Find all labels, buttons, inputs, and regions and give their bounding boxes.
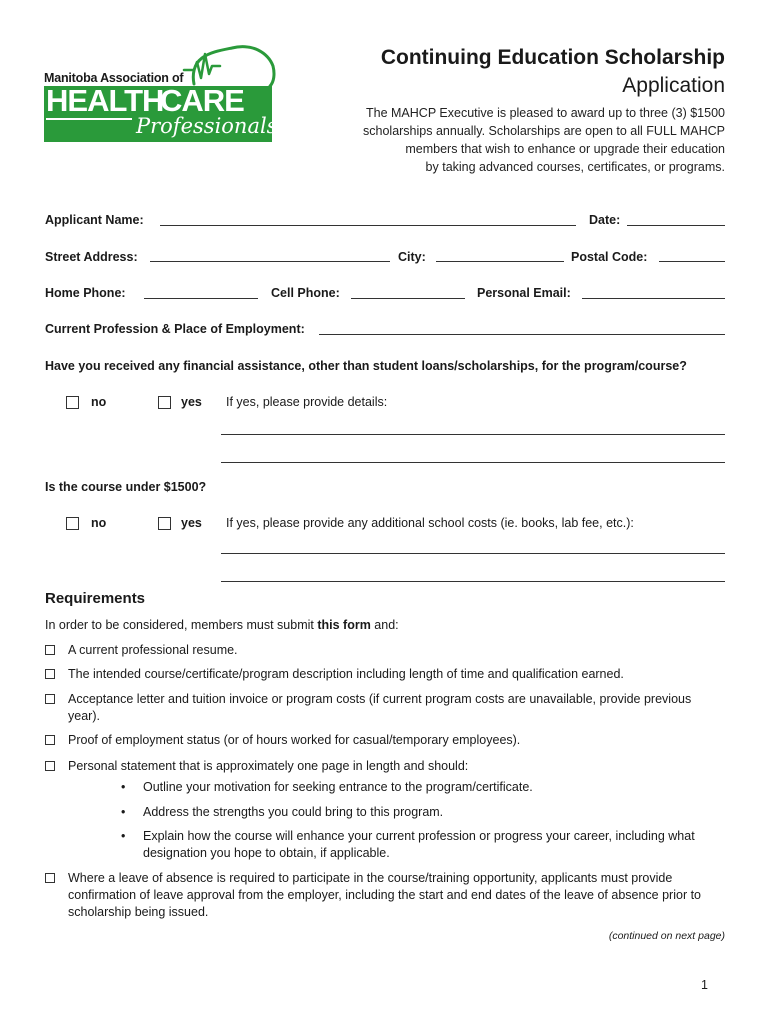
intro-line: scholarships annually. Scholarships are open to all FULL MAHCP (363, 124, 725, 138)
applicant-name-label: Applicant Name: (45, 213, 144, 227)
q2-yes-label: yes (181, 516, 202, 530)
home-phone-field[interactable] (144, 298, 258, 299)
postal-code-label: Postal Code: (571, 250, 648, 264)
sub-requirement-item (121, 779, 723, 796)
q2-yes-checkbox[interactable] (158, 517, 171, 530)
sub-requirement-text: Outline your motivation for seeking entrance to the program/certificate. (143, 780, 533, 794)
requirement-text: Where a leave of absence is required to participate in the course/training opportunity, applicants must provide confirmation of leave approval from the employer, including the start and end dates of the leave of absence prior to scholarship being issued. (68, 871, 702, 919)
logo-care-text: CARE (160, 83, 244, 118)
requirement-text: The intended course/certificate/program description including length of time and qualification earned. (68, 667, 624, 681)
postal-code-field[interactable] (659, 261, 725, 262)
requirement-item (45, 666, 708, 683)
requirement-checkbox[interactable] (45, 669, 55, 679)
requirements-intro-bold: this form (317, 618, 371, 632)
requirement-item (45, 642, 708, 659)
bullet-icon: • (121, 780, 126, 794)
requirement-item (45, 691, 708, 725)
personal-email-label: Personal Email: (477, 286, 571, 300)
applicant-name-field[interactable] (160, 225, 576, 226)
cell-phone-label: Cell Phone: (271, 286, 340, 300)
sub-requirement-item (121, 804, 723, 821)
intro-line: by taking advanced courses, certificates, or programs. (425, 160, 725, 174)
q1-no-label: no (91, 395, 107, 409)
sub-requirement-text: Explain how the course will enhance your current profession or progress your career, including what designation you hope to obtain, if applicable. (143, 829, 695, 860)
street-address-label: Street Address: (45, 250, 138, 264)
q1-details-line-1[interactable] (221, 434, 725, 435)
home-phone-label: Home Phone: (45, 286, 126, 300)
profession-field[interactable] (319, 334, 725, 335)
requirement-text: Acceptance letter and tuition invoice or program costs (if current program costs are unavailable, provide previous year). (68, 692, 692, 723)
logo-professionals-text: Professionals (136, 114, 278, 138)
form-subtitle: Application (622, 74, 725, 97)
requirement-checkbox[interactable] (45, 873, 55, 883)
date-label: Date: (589, 213, 621, 227)
requirement-checkbox[interactable] (45, 761, 55, 771)
page-number: 1 (701, 978, 708, 992)
q2-details-label: If yes, please provide any additional school costs (ie. books, lab fee, etc.): (226, 516, 634, 530)
requirements-intro-suffix: and: (370, 618, 399, 632)
date-field[interactable] (627, 225, 725, 226)
requirement-checkbox[interactable] (45, 694, 55, 704)
q1-details-line-2[interactable] (221, 462, 725, 463)
q2-no-checkbox[interactable] (66, 517, 79, 530)
financial-assistance-question: Have you received any financial assistance, other than student loans/scholarships, for the program/course? (45, 359, 687, 373)
requirements-heading: Requirements (45, 590, 146, 607)
requirement-item (45, 758, 708, 775)
q1-no-checkbox[interactable] (66, 396, 79, 409)
requirement-item (45, 732, 708, 749)
requirement-text: Proof of employment status (or of hours worked for casual/temporary employees). (68, 733, 521, 747)
q2-details-line-2[interactable] (221, 581, 725, 582)
q2-details-line-1[interactable] (221, 553, 725, 554)
requirement-text: A current professional resume. (68, 643, 238, 657)
bullet-icon: • (121, 829, 126, 843)
requirement-item (45, 870, 708, 921)
personal-email-field[interactable] (582, 298, 725, 299)
sub-requirement-item (121, 828, 723, 862)
continued-note: (continued on next page) (608, 930, 725, 942)
q1-yes-checkbox[interactable] (158, 396, 171, 409)
requirement-checkbox[interactable] (45, 645, 55, 655)
sub-requirement-text: Address the strengths you could bring to this program. (143, 805, 444, 819)
intro-paragraph (305, 104, 725, 176)
street-address-field[interactable] (150, 261, 390, 262)
q1-yes-label: yes (181, 395, 202, 409)
city-field[interactable] (436, 261, 564, 262)
requirement-checkbox[interactable] (45, 735, 55, 745)
q1-details-label: If yes, please provide details: (226, 395, 388, 409)
intro-line: The MAHCP Executive is pleased to award up to three (3) $1500 (366, 106, 725, 120)
intro-line: members that wish to enhance or upgrade their education (405, 142, 725, 156)
course-cost-question: Is the course under $1500? (45, 480, 207, 494)
cell-phone-field[interactable] (351, 298, 465, 299)
requirements-intro-prefix: In order to be considered, members must submit (45, 618, 318, 632)
requirements-intro (45, 618, 399, 632)
form-title: Continuing Education Scholarship (380, 46, 725, 69)
logo-underline (46, 118, 132, 120)
requirement-text: Personal statement that is approximately one page in length and should: (68, 759, 469, 773)
q2-no-label: no (91, 516, 107, 530)
logo-health-text: HEALTH (46, 83, 164, 118)
profession-label: Current Profession & Place of Employment: (45, 322, 305, 336)
city-label: City: (398, 250, 426, 264)
logo-association-text: Manitoba Association of (44, 71, 184, 85)
bullet-icon: • (121, 805, 126, 819)
